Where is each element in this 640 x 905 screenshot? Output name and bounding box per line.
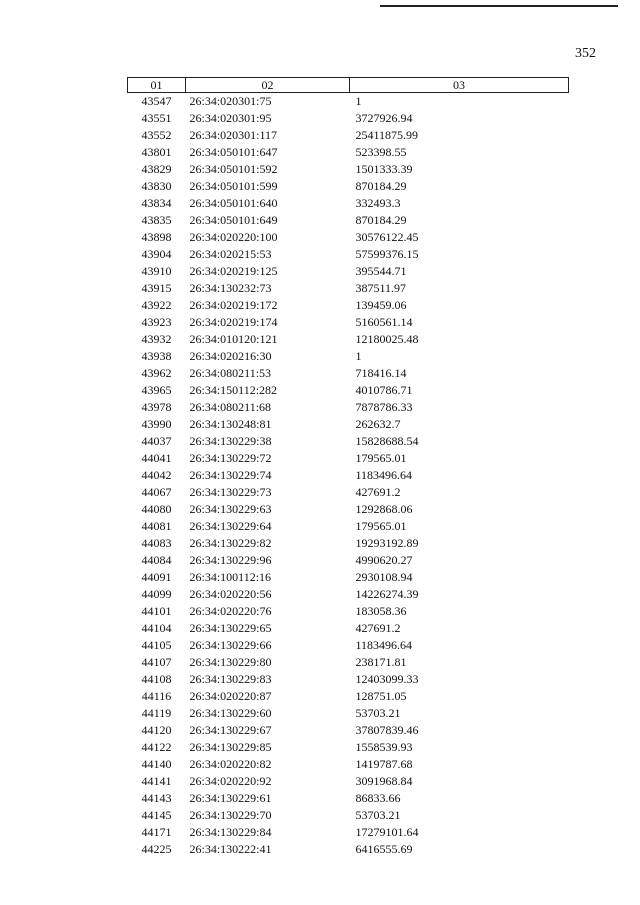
table-row — [128, 93, 569, 111]
row-id-cell: 43922 — [141, 298, 172, 312]
page-number: 352 — [575, 46, 596, 61]
value-cell: 57599376.15 — [355, 247, 419, 261]
table-row — [128, 127, 569, 144]
cadastral-number-cell: 26:34:130229:96 — [189, 553, 272, 567]
row-id-cell: 43938 — [141, 349, 172, 363]
cadastral-number-cell: 26:34:020220:100 — [189, 230, 278, 244]
value-cell: 37807839.46 — [355, 723, 419, 737]
cadastral-number-cell: 26:34:080211:68 — [189, 400, 272, 414]
row-id-cell: 44081 — [141, 519, 172, 533]
table-row — [128, 229, 569, 246]
table-row — [128, 212, 569, 229]
row-id-cell: 43830 — [141, 179, 172, 193]
row-id-cell: 44099 — [141, 587, 172, 601]
cadastral-number-cell: 26:34:130229:82 — [189, 536, 272, 550]
table-row — [128, 756, 569, 773]
value-cell: 1183496.64 — [355, 468, 413, 482]
value-cell: 6416555.69 — [355, 842, 413, 856]
cadastral-number-cell: 26:34:020215:53 — [189, 247, 272, 261]
value-cell: 1558539.93 — [355, 740, 413, 754]
value-cell: 2930108.94 — [355, 570, 413, 584]
table-row — [128, 467, 569, 484]
table-row — [128, 399, 569, 416]
table-row — [128, 416, 569, 433]
row-id-cell: 44042 — [141, 468, 172, 482]
table-row — [128, 144, 569, 161]
table-row — [128, 807, 569, 824]
table-row — [128, 195, 569, 212]
value-cell: 53703.21 — [355, 808, 401, 822]
row-id-cell: 43915 — [141, 281, 172, 295]
table-row — [128, 331, 569, 348]
row-id-cell: 43978 — [141, 400, 172, 414]
cadastral-number-cell: 26:34:050101:640 — [189, 196, 278, 210]
cadastral-number-cell: 26:34:130229:74 — [189, 468, 272, 482]
column-header-02: 02 — [186, 78, 350, 93]
row-id-cell: 43910 — [141, 264, 172, 278]
value-cell: 7878786.33 — [355, 400, 413, 414]
table-row — [128, 688, 569, 705]
row-id-cell: 43990 — [141, 417, 172, 431]
value-cell: 1183496.64 — [355, 638, 413, 652]
row-id-cell: 43834 — [141, 196, 172, 210]
row-id-cell: 44091 — [141, 570, 172, 584]
value-cell: 870184.29 — [355, 179, 407, 193]
cadastral-number-cell: 26:34:130229:72 — [189, 451, 272, 465]
table-row — [128, 535, 569, 552]
value-cell: 1 — [355, 94, 362, 108]
cadastral-number-cell: 26:34:020301:75 — [189, 94, 272, 108]
row-id-cell: 44080 — [141, 502, 172, 516]
row-id-cell: 44101 — [141, 604, 172, 618]
row-id-cell: 43835 — [141, 213, 172, 227]
value-cell: 183058.36 — [355, 604, 407, 618]
row-id-cell: 44116 — [141, 689, 172, 703]
data-table — [127, 77, 569, 858]
row-id-cell: 44119 — [141, 706, 172, 720]
cadastral-number-cell: 26:34:130229:64 — [189, 519, 272, 533]
cadastral-number-cell: 26:34:130229:38 — [189, 434, 272, 448]
row-id-cell: 44225 — [141, 842, 172, 856]
table-row — [128, 773, 569, 790]
table-row — [128, 586, 569, 603]
value-cell: 4990620.27 — [355, 553, 413, 567]
row-id-cell: 43801 — [141, 145, 172, 159]
cadastral-number-cell: 26:34:150112:282 — [189, 383, 278, 397]
cadastral-number-cell: 26:34:050101:592 — [189, 162, 278, 176]
row-id-cell: 44083 — [141, 536, 172, 550]
column-header-03: 03 — [350, 78, 569, 93]
cadastral-number-cell: 26:34:080211:53 — [189, 366, 272, 380]
table-row — [128, 790, 569, 807]
table-row — [128, 178, 569, 195]
value-cell: 332493.3 — [355, 196, 401, 210]
table-row — [128, 739, 569, 756]
row-id-cell: 43829 — [141, 162, 172, 176]
value-cell: 128751.05 — [355, 689, 407, 703]
value-cell: 1419787.68 — [355, 757, 413, 771]
value-cell: 1 — [355, 349, 362, 363]
value-cell: 25411875.99 — [355, 128, 419, 142]
cadastral-number-cell: 26:34:130229:61 — [189, 791, 272, 805]
cadastral-number-cell: 26:34:130222:41 — [189, 842, 272, 856]
row-id-cell: 44140 — [141, 757, 172, 771]
value-cell: 14226274.39 — [355, 587, 419, 601]
value-cell: 5160561.14 — [355, 315, 413, 329]
cadastral-number-cell: 26:34:020220:76 — [189, 604, 272, 618]
cadastral-number-cell: 26:34:130229:60 — [189, 706, 272, 720]
table-row — [128, 824, 569, 841]
cadastral-number-cell: 26:34:010120:121 — [189, 332, 278, 346]
value-cell: 179565.01 — [355, 451, 407, 465]
value-cell: 427691.2 — [355, 485, 401, 499]
row-id-cell: 44145 — [141, 808, 172, 822]
row-id-cell: 44037 — [141, 434, 172, 448]
cadastral-number-cell: 26:34:020220:87 — [189, 689, 272, 703]
cadastral-number-cell: 26:34:020301:95 — [189, 111, 272, 125]
row-id-cell: 43904 — [141, 247, 172, 261]
cadastral-number-cell: 26:34:130229:65 — [189, 621, 272, 635]
cadastral-number-cell: 26:34:020216:30 — [189, 349, 272, 363]
cadastral-number-cell: 26:34:100112:16 — [189, 570, 272, 584]
cadastral-number-cell: 26:34:130229:84 — [189, 825, 272, 839]
row-id-cell: 44084 — [141, 553, 172, 567]
table-row — [128, 722, 569, 739]
cadastral-number-cell: 26:34:130232:73 — [189, 281, 272, 295]
value-cell: 3091968.84 — [355, 774, 413, 788]
row-id-cell: 44171 — [141, 825, 172, 839]
cadastral-number-cell: 26:34:130229:73 — [189, 485, 272, 499]
row-id-cell: 43962 — [141, 366, 172, 380]
table-row — [128, 365, 569, 382]
row-id-cell: 43965 — [141, 383, 172, 397]
cadastral-number-cell: 26:34:130229:80 — [189, 655, 272, 669]
value-cell: 86833.66 — [355, 791, 401, 805]
row-id-cell: 43552 — [141, 128, 172, 142]
value-cell: 870184.29 — [355, 213, 407, 227]
table-row — [128, 110, 569, 127]
cadastral-number-cell: 26:34:130229:85 — [189, 740, 272, 754]
cadastral-number-cell: 26:34:130229:83 — [189, 672, 272, 686]
table-row — [128, 841, 569, 858]
value-cell: 12180025.48 — [355, 332, 419, 346]
cadastral-number-cell: 26:34:020219:174 — [189, 315, 278, 329]
row-id-cell: 43551 — [141, 111, 172, 125]
row-id-cell: 44067 — [141, 485, 172, 499]
cadastral-number-cell: 26:34:050101:599 — [189, 179, 278, 193]
row-id-cell: 44105 — [141, 638, 172, 652]
table-row — [128, 569, 569, 586]
row-id-cell: 44108 — [141, 672, 172, 686]
value-cell: 1292868.06 — [355, 502, 413, 516]
table-row — [128, 518, 569, 535]
value-cell: 427691.2 — [355, 621, 401, 635]
row-id-cell: 43932 — [141, 332, 172, 346]
table-row — [128, 382, 569, 399]
cadastral-number-cell: 26:34:130229:70 — [189, 808, 272, 822]
value-cell: 523398.55 — [355, 145, 407, 159]
row-id-cell: 44104 — [141, 621, 172, 635]
value-cell: 139459.06 — [355, 298, 407, 312]
cadastral-number-cell: 26:34:020219:125 — [189, 264, 278, 278]
cadastral-number-cell: 26:34:130229:63 — [189, 502, 272, 516]
table-row — [128, 637, 569, 654]
cadastral-number-cell: 26:34:020301:117 — [189, 128, 278, 142]
value-cell: 12403099.33 — [355, 672, 419, 686]
value-cell: 718416.14 — [355, 366, 407, 380]
row-id-cell: 44141 — [141, 774, 172, 788]
table-row — [128, 705, 569, 722]
cadastral-number-cell: 26:34:050101:649 — [189, 213, 278, 227]
table-row — [128, 484, 569, 501]
table-row — [128, 246, 569, 263]
value-cell: 17279101.64 — [355, 825, 419, 839]
table-row — [128, 552, 569, 569]
row-id-cell: 44041 — [141, 451, 172, 465]
value-cell: 395544.71 — [355, 264, 407, 278]
cadastral-number-cell: 26:34:020220:92 — [189, 774, 272, 788]
cadastral-number-cell: 26:34:130248:81 — [189, 417, 272, 431]
table-row — [128, 161, 569, 178]
table-row — [128, 433, 569, 450]
table-row — [128, 314, 569, 331]
row-id-cell: 43898 — [141, 230, 172, 244]
table-row — [128, 603, 569, 620]
table-row — [128, 671, 569, 688]
column-header-01: 01 — [128, 78, 186, 93]
value-cell: 179565.01 — [355, 519, 407, 533]
value-cell: 53703.21 — [355, 706, 401, 720]
row-id-cell: 44120 — [141, 723, 172, 737]
table-body — [128, 93, 569, 859]
value-cell: 387511.97 — [355, 281, 407, 295]
table-row — [128, 654, 569, 671]
table-row — [128, 620, 569, 637]
row-id-cell: 44107 — [141, 655, 172, 669]
table-row — [128, 348, 569, 365]
cadastral-number-cell: 26:34:130229:67 — [189, 723, 272, 737]
table-header-row — [128, 78, 569, 93]
value-cell: 238171.81 — [355, 655, 407, 669]
cadastral-number-cell: 26:34:130229:66 — [189, 638, 272, 652]
value-cell: 1501333.39 — [355, 162, 413, 176]
row-id-cell: 44122 — [141, 740, 172, 754]
value-cell: 30576122.45 — [355, 230, 419, 244]
cadastral-number-cell: 26:34:020220:82 — [189, 757, 272, 771]
value-cell: 4010786.71 — [355, 383, 413, 397]
value-cell: 262632.7 — [355, 417, 401, 431]
cadastral-number-cell: 26:34:050101:647 — [189, 145, 278, 159]
value-cell: 3727926.94 — [355, 111, 413, 125]
cadastral-number-cell: 26:34:020220:56 — [189, 587, 272, 601]
table-row — [128, 263, 569, 280]
cadastral-number-cell: 26:34:020219:172 — [189, 298, 278, 312]
table-row — [128, 280, 569, 297]
row-id-cell: 43547 — [141, 94, 172, 108]
value-cell: 19293192.89 — [355, 536, 419, 550]
table-row — [128, 297, 569, 314]
value-cell: 15828688.54 — [355, 434, 419, 448]
row-id-cell: 44143 — [141, 791, 172, 805]
row-id-cell: 43923 — [141, 315, 172, 329]
table-row — [128, 501, 569, 518]
top-rule — [380, 5, 618, 7]
table-row — [128, 450, 569, 467]
